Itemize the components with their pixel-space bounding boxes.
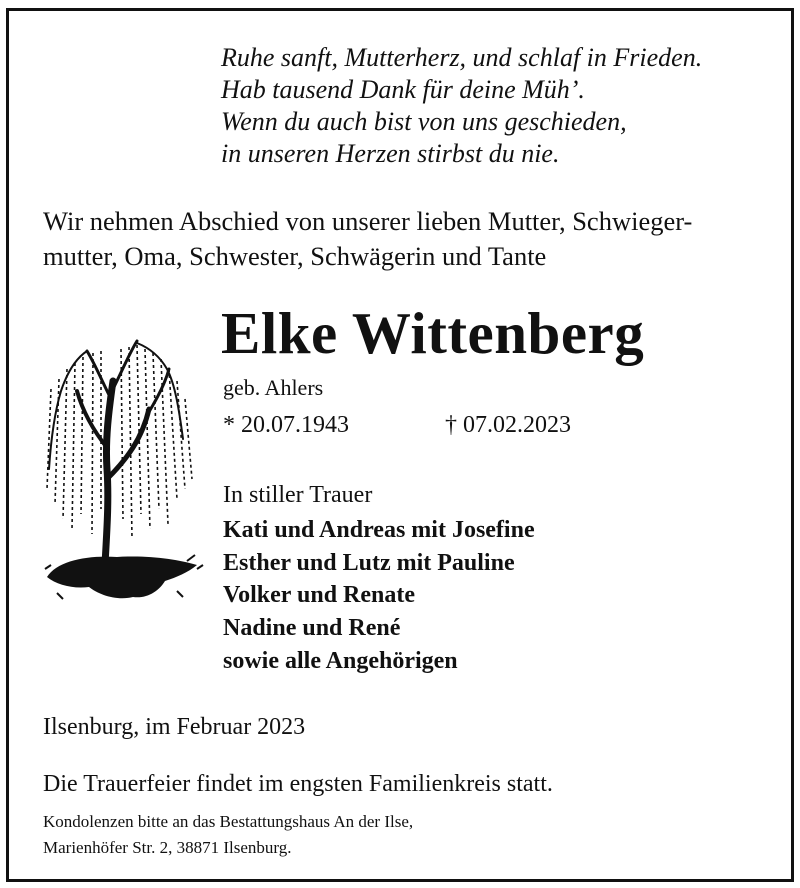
- poem-line: in unseren Herzen stirbst du nie.: [221, 139, 560, 168]
- intro-text: [43, 204, 692, 274]
- mourning-heading: In stiller Trauer: [223, 482, 373, 508]
- intro-line: mutter, Oma, Schwester, Schwägerin und Tante: [43, 241, 547, 271]
- mourner: Kati und Andreas mit Josefine: [223, 517, 535, 543]
- poem-line: Hab tausend Dank für deine Müh’.: [221, 75, 585, 104]
- intro-line: Wir nehmen Abschied von unserer lieben Mutter, Schwieger-: [43, 206, 693, 236]
- deceased-name: Elke Wittenberg: [221, 300, 645, 366]
- birth-date: * 20.07.1943: [223, 412, 349, 438]
- poem: [221, 42, 702, 170]
- birth-name: geb. Ahlers: [223, 375, 324, 400]
- condolence-note: [43, 809, 413, 861]
- poem-line: Ruhe sanft, Mutterherz, und schlaf in Frieden.: [221, 43, 703, 72]
- mourner: Volker und Renate: [223, 582, 416, 609]
- ceremony-note: Die Trauerfeier findet im engsten Familienkreis statt.: [43, 771, 553, 797]
- poem-line: Wenn du auch bist von uns geschieden,: [221, 107, 627, 136]
- death-date: † 07.02.2023: [445, 412, 571, 438]
- mourner: Nadine und René: [223, 615, 401, 642]
- weeping-willow-icon: [37, 329, 207, 619]
- place-date: Ilsenburg, im Februar 2023: [43, 714, 306, 740]
- condolence-line: Kondolenzen bitte an das Bestattungshaus An der Ilse,: [43, 812, 414, 831]
- condolence-line: Marienhöfer Str. 2, 38871 Ilsenburg.: [43, 838, 292, 857]
- obituary-frame: [6, 8, 794, 882]
- mourners-list: [223, 514, 535, 678]
- mourner: Esther und Lutz mit Pauline: [223, 549, 515, 576]
- mourner: sowie alle Angehörigen: [223, 647, 458, 674]
